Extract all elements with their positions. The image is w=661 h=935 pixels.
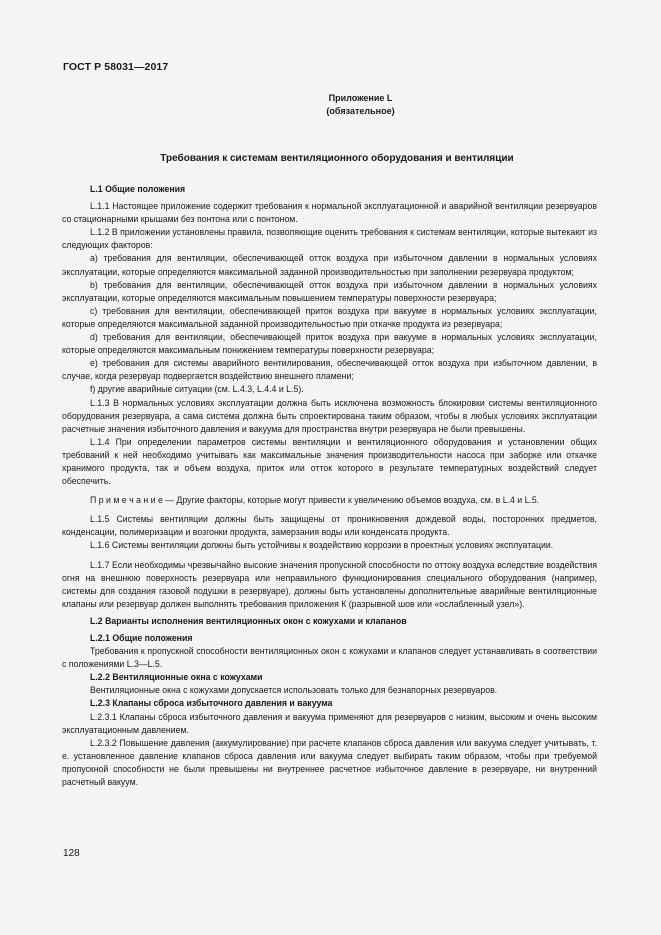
appendix-label: Приложение L bbox=[328, 93, 393, 103]
paragraph: Требования к пропускной способности вентиляционных окон с кожухами и клапанов следует устанавливать в соответствии с положениями L.3—L.5. bbox=[62, 646, 597, 670]
appendix-heading bbox=[0, 92, 661, 118]
subsection-heading: L.2.1 Общие положения bbox=[90, 633, 193, 643]
note: П р и м е ч а н и е — Другие факторы, которые могут привести к увеличению объемов воздуха, см. в L.4 и L.5. bbox=[90, 495, 540, 506]
appendix-title: Требования к системам вентиляционного оборудования и вентиляции bbox=[160, 153, 514, 164]
list-item: f) другие аварийные ситуации (см. L.4.3, L.4.4 и L.5). bbox=[90, 384, 304, 395]
list-item: b) требования для вентиляции, обеспечивающей отток воздуха при избыточном давлении в нормальных условиях эксплуатации, которые определяются максимальным повышением температуры поверхности резервуара; bbox=[62, 279, 597, 303]
document-header: ГОСТ Р 58031—2017 bbox=[63, 61, 169, 73]
paragraph: L.1.5 Системы вентиляции должны быть защищены от проникновения дождевой воды, посторонних предметов, конденсации, полимеризации и возгонки продукта, замерзания воды или конденсата продукта. bbox=[62, 514, 597, 538]
subsection-heading: L.2.2 Вентиляционные окна с кожухами bbox=[90, 672, 263, 683]
paragraph: L.1.2 В приложении установлены правила, позволяющие оценить требования к системам вентиляции, которые вытекают из следующих факторов: bbox=[62, 227, 597, 251]
document-body bbox=[62, 179, 597, 789]
section-heading: L.1 Общие положения bbox=[90, 184, 186, 194]
list-item: с) требования для вентиляции, обеспечивающей приток воздуха при вакууме в нормальных условиях эксплуатации, которые определяются максимальной заданной производительностью при откачке продукта из резервуара; bbox=[62, 305, 597, 329]
paragraph: L.1.1 Настоящее приложение содержит требования к нормальной эксплуатационной и аварийной вентиляции резервуаров со стационарными крышами без понтона или с понтоном. bbox=[62, 201, 597, 225]
paragraph: L.1.7 Если необходимы чрезвычайно высокие значения пропускной способности по оттоку воздуха вследствие воздействия огня на внешнюю поверхность резервуара или неправильного функционирования специального оборудования (например, системы для создания газовой подушки в резервуаре), должны быть установлены дополнительные аварийные вентиляционные клапаны или резервуар должен выполнять требования приложения К (разрывной шов или «ослабленный узел»). bbox=[62, 559, 597, 609]
paragraph: L.1.6 Системы вентиляции должны быть устойчивы к воздействию коррозии в проектных условиях эксплуатации. bbox=[90, 540, 554, 551]
paragraph: Вентиляционные окна с кожухами допускается использовать только для безнапорных резервуаров. bbox=[90, 685, 498, 696]
subsection-heading: L.2.3 Клапаны сброса избыточного давления и вакуума bbox=[90, 698, 333, 709]
paragraph: L.1.4 При определении параметров системы вентиляции и вентиляционного оборудования и установлении общих требований к ней необходимо учитывать как максимальные значения производительности насоса при заборке или откачке хранимого продукта, так и объем воздуха, приток или отток которого в результате температурных воздействий следует обеспечить. bbox=[62, 436, 597, 487]
paragraph: L.2.3.1 Клапаны сброса избыточного давления и вакуума применяют для резервуаров с низким, высоким и очень высоким эксплуатационным давлением. bbox=[62, 711, 597, 735]
paragraph: L.2.3.2 Повышение давления (аккумулирование) при расчете клапанов сброса давления или вакуума следует учитывать, т. е. установленное давление клапанов сброса давления или вакуума следует выбирать таким образом, чтобы при требуемой пропускной способности не были превышены ни внутреннее расчетное избыточное давление в резервуаре, ни внутренний расчетный вакуум. bbox=[62, 737, 597, 788]
page-number: 128 bbox=[63, 848, 80, 859]
appendix-status: (обязательное) bbox=[326, 106, 395, 116]
paragraph: L.1.3 В нормальных условиях эксплуатации должна быть исключена возможность блокировки системы вентиляционного оборудования резервуара, а сама система должна быть спроектирована таким образом, чтобы в любых условиях эксплуатации расчетные значения избыточного давления и вакуума для пространства внутри резервуара не были превышены. bbox=[62, 397, 597, 434]
list-item: d) требования для вентиляции, обеспечивающей приток воздуха при вакууме в нормальных условиях эксплуатации, которые определяются максимальным понижением температуры поверхности резервуара; bbox=[62, 332, 597, 356]
list-item: а) требования для вентиляции, обеспечивающей отток воздуха при избыточном давлении в нормальных условиях эксплуатации, которые определяются максимальной заданной производительностью при заполнении резервуара продуктом; bbox=[62, 253, 597, 277]
list-item: е) требования для системы аварийного вентилирования, обеспечивающей отток воздуха при избыточном давлении, в случае, когда резервуар подвергается воздействию внешнего пламени; bbox=[62, 358, 597, 382]
section-heading: L.2 Варианты исполнения вентиляционных окон с кожухами и клапанов bbox=[90, 615, 407, 626]
